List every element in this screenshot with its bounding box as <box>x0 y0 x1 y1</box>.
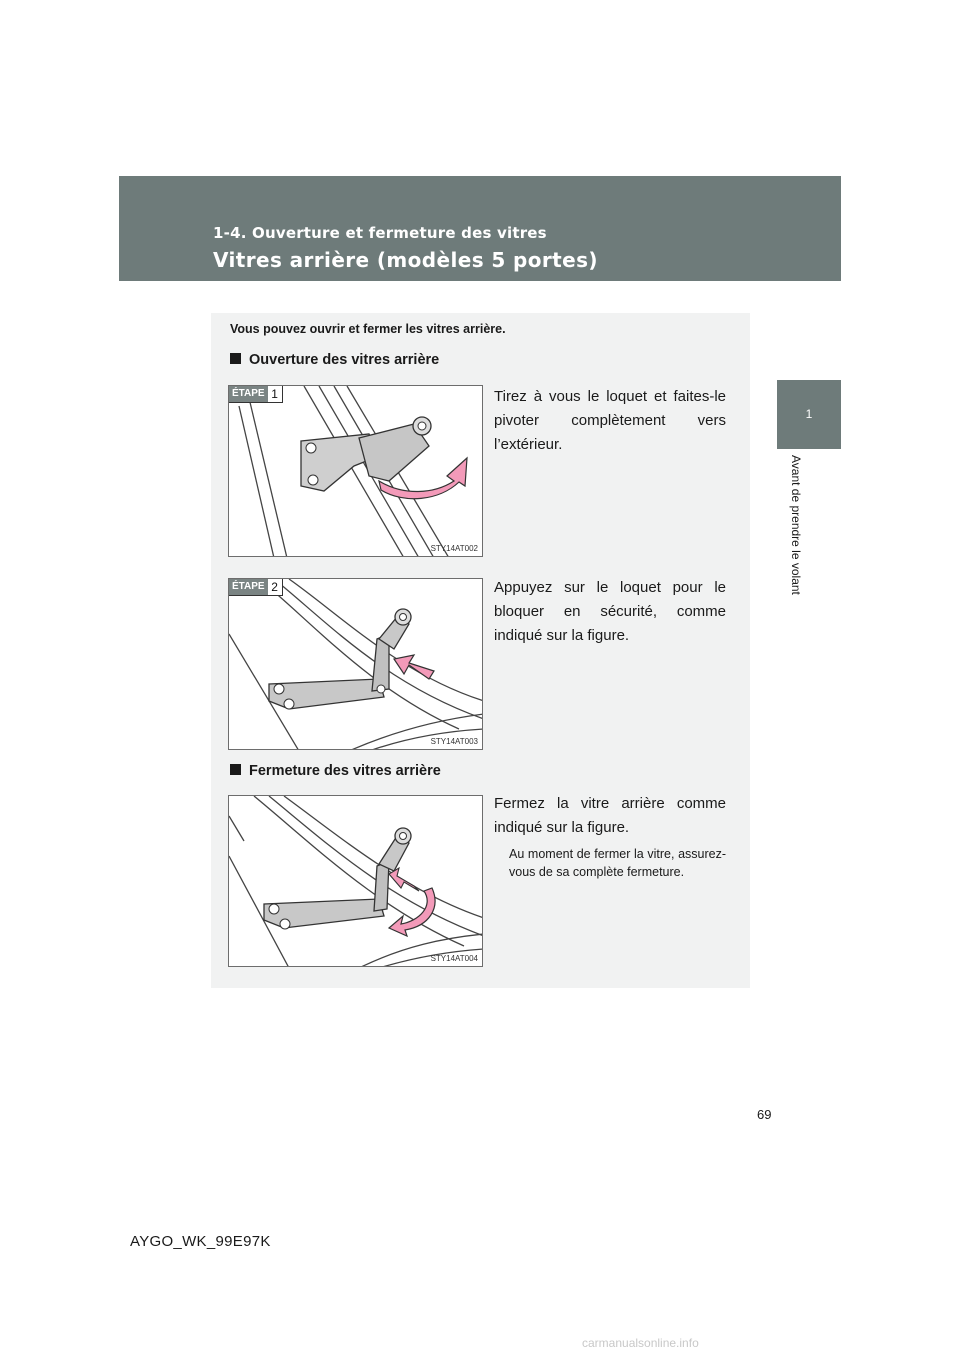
figure-code-step-1: STY14AT002 <box>430 544 478 553</box>
page-title: Vitres arrière (modèles 5 portes) <box>213 248 598 272</box>
closing-heading-label: Fermeture des vitres arrière <box>249 763 441 779</box>
latch-open-illustration <box>229 386 483 557</box>
figure-closing <box>228 795 483 967</box>
chapter-label: Avant de prendre le volant <box>789 455 803 595</box>
closing-text: Fermez la vitre arrière comme indiqué sur la figure. <box>494 795 726 836</box>
step-1-badge-word: ÉTAPE <box>229 386 268 402</box>
opening-heading-label: Ouverture des vitres arrière <box>249 352 440 368</box>
latch-close-illustration <box>229 796 483 967</box>
step-2-badge-number: 2 <box>268 579 282 595</box>
figure-step-1 <box>228 385 483 557</box>
square-bullet-icon <box>230 353 241 364</box>
step-1-text: Tirez à vous le loquet et faites-le pivoter complètement vers l’extérieur. <box>494 388 726 453</box>
intro-text: Vous pouvez ouvrir et fermer les vitres arrière. <box>230 322 506 336</box>
step-2-text: Appuyez sur le loquet pour le bloquer en sécurité, comme indiqué sur la figure. <box>494 579 726 644</box>
content-panel <box>211 313 750 988</box>
closing-note: Au moment de fermer la vitre, assurez-vous de sa complète fermeture. <box>509 847 726 879</box>
chapter-tab: 1 <box>777 380 841 449</box>
step-1-badge-number: 1 <box>268 386 282 402</box>
document-code: AYGO_WK_99E97K <box>130 1233 271 1250</box>
square-bullet-icon <box>230 764 241 775</box>
step-2-badge-word: ÉTAPE <box>229 579 268 595</box>
figure-code-closing: STY14AT004 <box>430 954 478 963</box>
opening-heading <box>230 352 439 368</box>
figure-step-2 <box>228 578 483 750</box>
step-1-badge <box>229 386 283 403</box>
step-2-badge <box>229 579 283 596</box>
latch-lock-illustration <box>229 579 483 750</box>
closing-heading <box>230 763 441 779</box>
page-header <box>119 176 841 281</box>
watermark: carmanualsonline.info <box>582 1336 699 1350</box>
figure-code-step-2: STY14AT003 <box>430 737 478 746</box>
page-number: 69 <box>757 1107 772 1122</box>
section-label: 1-4. Ouverture et fermeture des vitres <box>213 224 547 242</box>
